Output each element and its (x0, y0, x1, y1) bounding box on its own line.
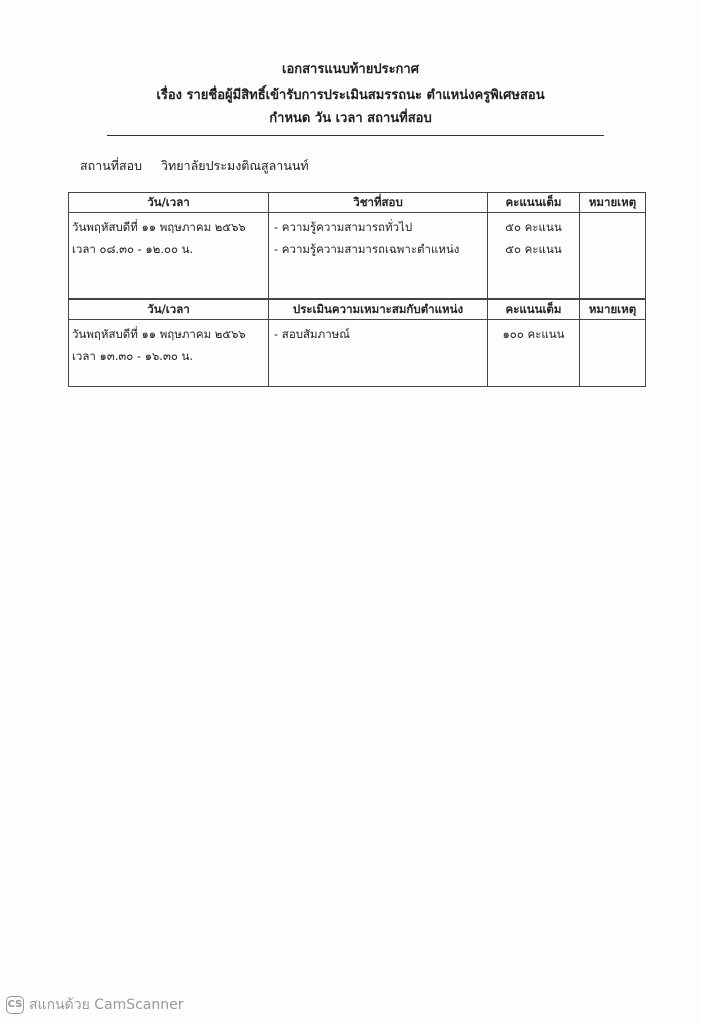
subject-general: - ความรู้ความสามารถทั่วไป (274, 220, 413, 234)
venue-value: วิทยาลัยประมงติณสูลานนท์ (161, 158, 309, 173)
header-full-score: คะแนนเต็ม (488, 193, 580, 213)
exam-time: เวลา ๑๓.๓๐ - ๑๖.๓๐ น. (72, 349, 194, 363)
subject-specific: - ความรู้ความสามารถเฉพาะตำแหน่ง (274, 242, 460, 256)
remarks-cell (580, 213, 646, 299)
header-subject: วิชาที่สอบ (269, 193, 488, 213)
document-schedule-heading: กำหนด วัน เวลา สถานที่สอบ (269, 111, 432, 126)
exam-date: วันพฤหัสบดีที่ ๑๑ พฤษภาคม ๒๕๖๖ (72, 220, 246, 234)
table-row (69, 320, 646, 387)
score-cell (488, 213, 580, 299)
suitability-assessment-table (68, 299, 646, 387)
written-exam-table (68, 192, 646, 299)
remarks-cell (580, 320, 646, 387)
header-full-score: คะแนนเต็ม (488, 300, 580, 320)
exam-time: เวลา ๐๘.๓๐ - ๑๒.๐๐ น. (72, 242, 194, 256)
score-cell (488, 320, 580, 387)
header-assessment: ประเมินความเหมาะสมกับตำแหน่ง (269, 300, 488, 320)
watermark-text: สแกนด้วย CamScanner (29, 997, 184, 1013)
document-title: เอกสารแนบท้ายประกาศ (282, 62, 419, 77)
subject-cell (269, 213, 488, 299)
subject-interview: - สอบสัมภาษณ์ (274, 327, 350, 341)
exam-date: วันพฤหัสบดีที่ ๑๑ พฤษภาคม ๒๕๖๖ (72, 327, 246, 341)
subject-cell (269, 320, 488, 387)
date-time-cell (69, 320, 269, 387)
camscanner-logo-icon: CS (6, 996, 24, 1014)
heading-divider (107, 135, 604, 136)
score-specific: ๕๐ คะแนน (505, 242, 562, 256)
score-general: ๕๐ คะแนน (505, 220, 562, 234)
table-row (69, 213, 646, 299)
camscanner-watermark (6, 996, 184, 1014)
score-interview: ๑๐๐ คะแนน (502, 327, 565, 341)
document-subject: เรื่อง รายชื่อผู้มีสิทธิ์เข้ารับการประเมินสมรรถนะ ตำแหน่งครูพิเศษสอน (156, 88, 545, 103)
header-remarks: หมายเหตุ (580, 193, 646, 213)
header-date-time: วัน/เวลา (69, 300, 269, 320)
table-header-row (69, 300, 646, 320)
header-remarks: หมายเหตุ (580, 300, 646, 320)
header-date-time: วัน/เวลา (69, 193, 269, 213)
date-time-cell (69, 213, 269, 299)
table-header-row (69, 193, 646, 213)
venue-label: สถานที่สอบ (80, 158, 143, 173)
